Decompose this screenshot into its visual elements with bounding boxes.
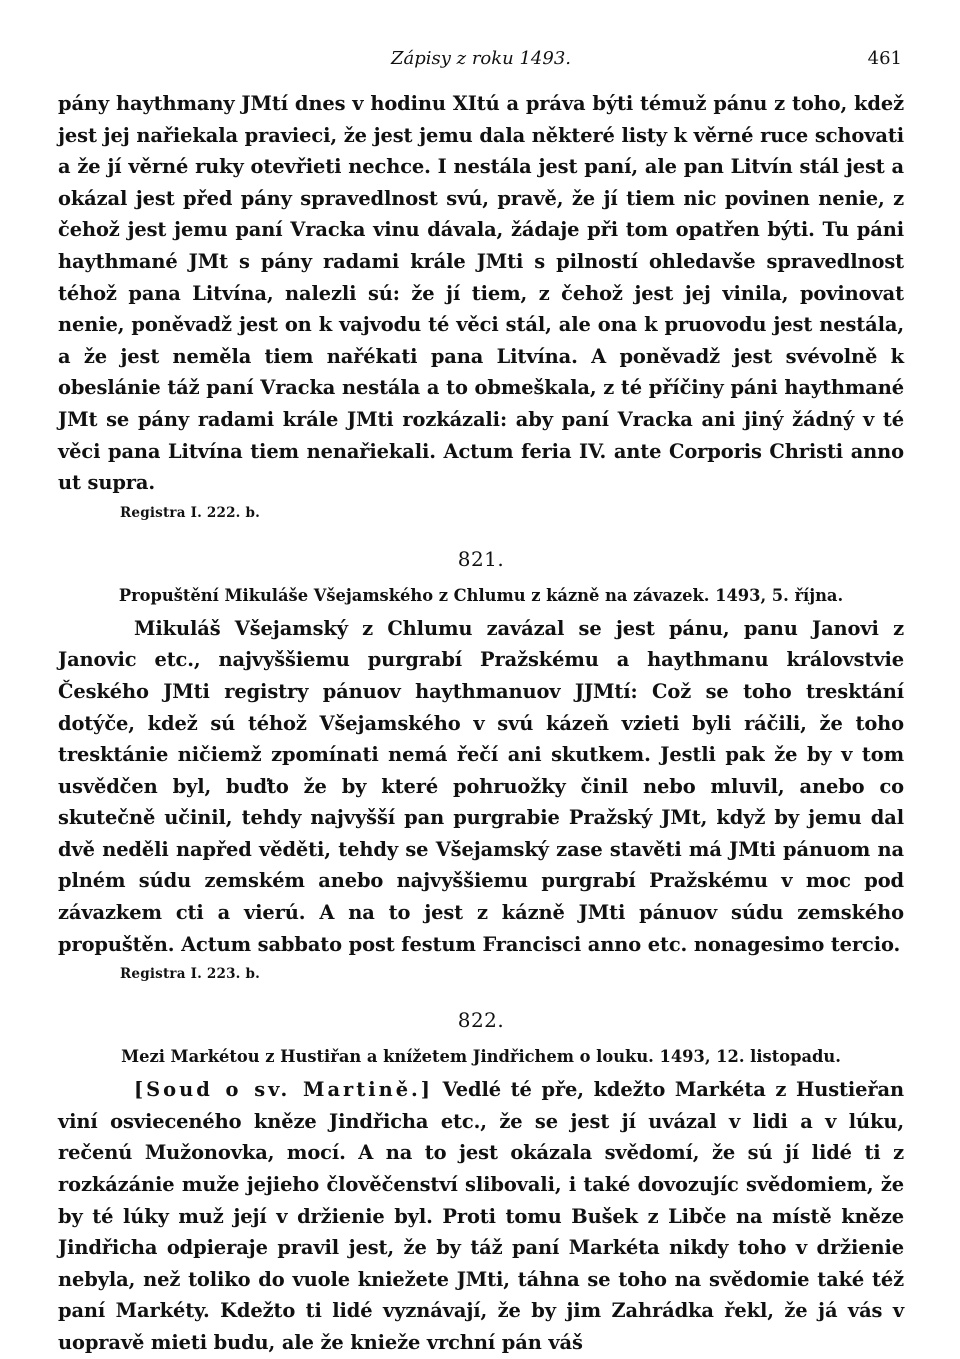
running-head bbox=[58, 44, 904, 78]
continuation-paragraph: pány haythmany JMtí dnes v hodinu XItú a práva býti témuž pánu z toho, kdež jest jej nařiekala pravieci, že jest jemu dala některé listy k věrné ruce schovati a že jí věrné ruky otevřieti nechce. I nestála jest paní, ale pan Litvín stál jest a okázal jest před pány spravedlnost svú, pravě, že jí tiem nic povinen nenie, z čehož jest jemu paní Vracka vinu dávala, žádaje při tom opatřen býti. Tu páni haythmané JMt s pány radami krále JMti s pilností ohledavše spravedlnost téhož pana Litvína, nalezli sú: že jí tiem, z čehož jest jej vinila, povinovat nenie, poněvadž jest on k vajvodu té věci stál, ale ona k pruovodu jest nestála, a že jest neměla tiem nařékati pana Litvína. A poněvadž jest svévolně k obeslánie táž paní Vracka nestála a to obmeškala, z té příčiny páni haythmané JMt se pány radami krále JMti rozkázali: aby paní Vracka ani jiný žádný v té věci pana Litvína tiem nenařiekali. Actum feria IV. ante Corporis Christi anno ut supra. bbox=[58, 92, 904, 495]
session-heading: [Soud o sv. Martině.] bbox=[134, 1078, 433, 1102]
archive-reference: Registra I. 223. b. bbox=[120, 966, 261, 983]
archive-reference: Registra I. 222. b. bbox=[120, 504, 261, 521]
entry-text-body: Vedlé té pře, kdežto Markéta z Hustieřan viní osvieceného kněze Jindřicha etc., že se jest jí uvázal v lidi a v lúku, rečenú Mužonovka, mocí. A na to jest okázala svědomí, že sú jí lidé ti z rozkázánie muže jejieho člověčenství slibovali, i také dovozujíc svědomiem, že by té lúky muž její v držienie byl. Proti tomu Bušek z Libče na místě kněze Jindřicha odpieraje pravil jest, že by táž paní Markéta nikdy toho v držienie nebyla, než toliko do vuole kniežete JMti, táhna se toho na svědomie také též paní Markéty. Kdežto ti lidé vyznávají, že by jim Zahrádka řekl, že já vás v uopravě mieti budu, ale že knieže vrchní pán váš bbox=[58, 1078, 904, 1354]
entry-text: Mikuláš Všejamský z Chlumu zavázal se jest pánu, panu Janovi z Janovic etc., najvyššiemu purgrabí Pražskému a haythmanu královstvie Českého JMti registry pánuov haythmanuov JJMtí: Což se toho tresktání dotýče, kdež sú téhož Všejamského v svú kázeň vzieti byli ráčili, že toho tresktánie ničiemž zpomínati nemá řečí ani skutkem. Jestli pak že by v tom usvědčen byl, buďto že by které pohruožky činil nebo mluvil, anebo co skutečně učinil, tehdy najvyšší pan purgrabie Pražský JMt, když by jemu dal dvě neděli napřed věděti, tehdy se Všejamský zase stavěti má JMti pánuom na plném súdu zemském anebo najvyššiemu purgrabí Pražskému v moc pod závazkem cti a vierú. A na to jest z kázně JMti pánuov súdu zemského propuštěn. Actum sabbato post festum Francisci anno etc. nonagesimo tercio. bbox=[58, 616, 904, 956]
running-title: Zápisy z roku 1493. bbox=[390, 48, 572, 69]
entry-number: 822. bbox=[457, 1008, 505, 1033]
entry-821 bbox=[58, 546, 904, 985]
entry-number: 821. bbox=[457, 546, 505, 571]
entry-text bbox=[58, 1074, 904, 1358]
entry-title: Propuštění Mikuláše Všejamského z Chlumu z kázně na závazek. 1493, 5. října. bbox=[118, 585, 844, 605]
page-number: 461 bbox=[867, 48, 902, 69]
entry-822 bbox=[58, 1007, 904, 1358]
entry-title: Mezi Markétou z Hustiřan a knížetem Jindřichem o louku. 1493, 12. listopadu. bbox=[121, 1047, 841, 1067]
book-page bbox=[58, 44, 904, 1359]
